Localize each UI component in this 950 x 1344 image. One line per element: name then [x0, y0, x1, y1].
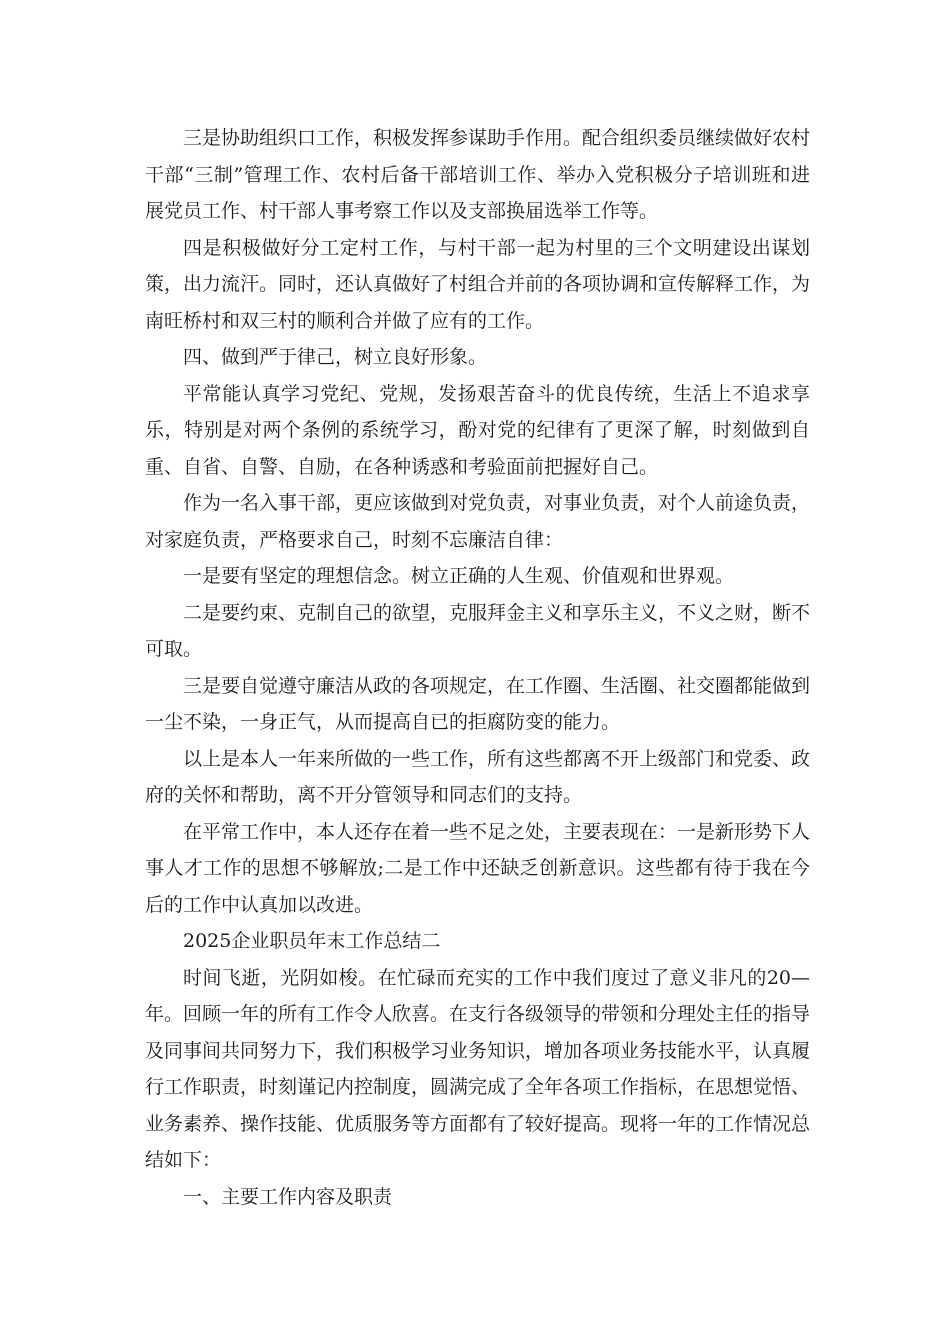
- paragraph: 四是积极做好分工定村工作，与村干部一起为村里的三个文明建设出谋划策，出力流汗。同时，还认真做好了村组合并前的各项协调和宣传解释工作，为南旺桥村和双三村的顺利合并做了应有的工作。: [145, 236, 811, 332]
- paragraph: 在平常工作中，本人还存在着一些不足之处，主要表现在：一是新形势下人事人才工作的思想不够解放;二是工作中还缺乏创新意识。这些都有待于我在今后的工作中认真加以改进。: [145, 820, 811, 916]
- paragraph: 一是要有坚定的理想信念。树立正确的人生观、价值观和世界观。: [183, 565, 735, 587]
- paragraph: 三是协助组织口工作，积极发挥参谋助手作用。配合组织委员继续做好农村干部“三制”管理工作、农村后备干部培训工作、举办入党积极分子培训班和进展党员工作、村干部人事考察工作以及支部换届选举工作等。: [145, 127, 811, 222]
- document-subtitle: 2025企业职员年末工作总结二: [183, 930, 441, 952]
- paragraph: 三是要自觉遵守廉洁从政的各项规定，在工作圈、生活圈、社交圈都能做到一尘不染，一身正气，从而提高自已的拒腐防变的能力。: [145, 674, 811, 733]
- document-body: [145, 120, 810, 1215]
- paragraph: 时间飞逝，光阴如梭。在忙碌而充实的工作中我们度过了意义非凡的20—年。回顾一年的所有工作令人欣喜。在支行各级领导的带领和分理处主任的指导及同事间共同努力下，我们积极学习业务知识，增加各项业务技能水平，认真履行工作职责，时刻谨记内控制度，圆满完成了全年各项工作指标，在思想觉悟、业务素养、操作技能、优质服务等方面都有了较好提高。现将一年的工作情况总结如下：: [145, 966, 811, 1171]
- paragraph: 平常能认真学习党纪、党规，发扬艰苦奋斗的优良传统，生活上不追求享乐，特别是对两个条例的系统学习，酚对党的纪律有了更深了解，时刻做到自重、自省、自警、自励，在各种诱惑和考验面前把握好自己。: [145, 382, 810, 478]
- paragraph: 以上是本人一年来所做的一些工作，所有这些都离不开上级部门和党委、政府的关怀和帮助，离不开分管领导和同志们的支持。: [145, 747, 811, 806]
- section-heading: 一、主要工作内容及职责: [183, 1185, 393, 1208]
- section-heading: 四、做到严于律己，树立良好形象。: [183, 346, 488, 368]
- paragraph: 二是要约束、克制自己的欲望，克服拜金主义和享乐主义，不义之财，断不可取。: [145, 601, 811, 660]
- paragraph: 作为一名入事干部，更应该做到对党负责，对事业负责，对个人前途负责，对家庭负责，严格要求自己，时刻不忘廉洁自律：: [145, 492, 811, 551]
